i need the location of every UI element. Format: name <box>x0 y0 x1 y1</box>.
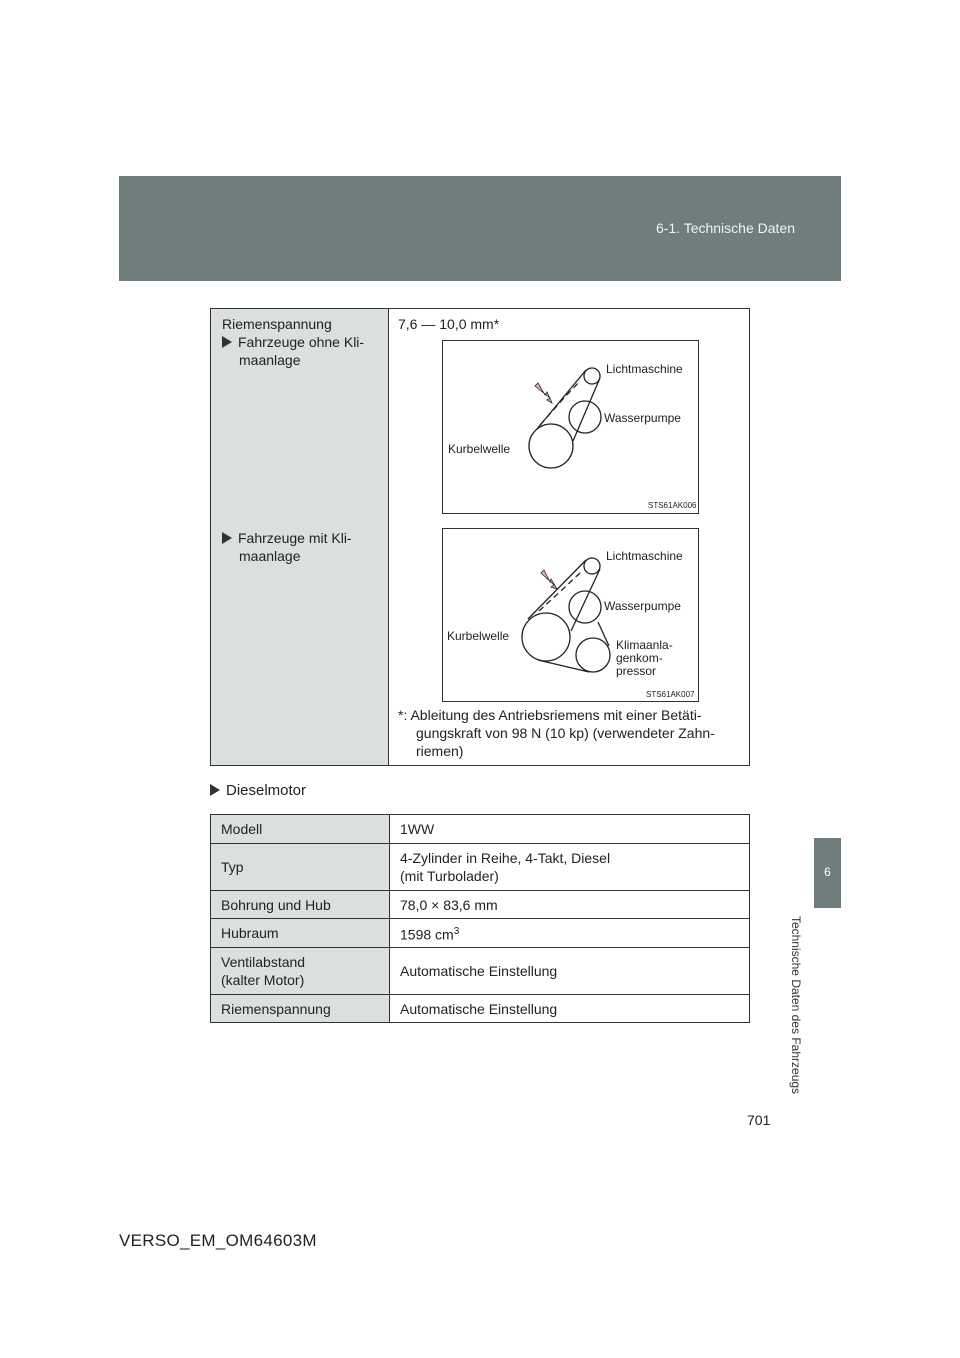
fig1-label-waterpump: Wasserpumpe <box>604 411 681 425</box>
table-row <box>211 995 750 1023</box>
fig2-label-waterpump: Wasserpumpe <box>604 599 681 613</box>
footnote-line2: gungskraft von 98 N (10 kp) (verwendeter Zahn- <box>416 725 715 741</box>
diesel-heading: Dieselmotor <box>210 782 306 799</box>
triangle-bullet-icon <box>222 336 232 348</box>
spec-key: Bohrung und Hub <box>211 891 390 919</box>
triangle-bullet-icon <box>210 784 220 796</box>
table-row <box>211 844 750 891</box>
chapter-header <box>119 176 841 281</box>
option-with-ac: Fahrzeuge mit Kli- <box>222 529 352 547</box>
table-row <box>211 815 750 844</box>
diesel-spec-table <box>210 814 750 1023</box>
spec-value: 1598 $cm^3$ <box>390 919 750 948</box>
spec-key: Ventilabstand (kalter Motor) <box>211 948 390 995</box>
belt-tension-label: Riemenspannung <box>222 316 332 332</box>
document-code: VERSO_EM_OM64603M <box>119 1231 317 1250</box>
fig1-label-crankshaft: Kurbelwelle <box>448 442 511 456</box>
table-row <box>211 891 750 919</box>
option-without-ac-cont: maanlage <box>239 352 301 368</box>
belt-tension-value: 7,6 — 10,0 mm* <box>398 316 500 332</box>
belt-diagram-with-ac <box>442 528 699 702</box>
option-with-ac-cont: maanlage <box>239 548 301 564</box>
chapter-title: 6-1. Technische Daten <box>655 220 795 236</box>
option-without-ac: Fahrzeuge ohne Kli- <box>222 333 364 351</box>
belt-tension-table <box>210 308 750 766</box>
page-number: 701 <box>747 1112 771 1128</box>
fig1-label-alternator: Lichtmaschine <box>606 362 683 376</box>
footnote-line3: riemen) <box>416 743 464 759</box>
fig2-label-alternator: Lichtmaschine <box>606 549 683 563</box>
footnote-line1: *: Ableitung des Antriebsriemens mit einer Betäti- <box>398 707 702 723</box>
belt-tension-value-cell <box>389 309 749 765</box>
fig2-label-crankshaft: Kurbelwelle <box>447 629 510 643</box>
fig1-code: STS61AK006 <box>648 501 697 510</box>
spec-value: 1WW <box>390 815 750 844</box>
side-tab-label: Technische Daten des Fahrzeugs <box>789 915 803 1095</box>
table-row <box>211 948 750 995</box>
fig2-code: STS61AK007 <box>646 690 695 699</box>
spec-key: Typ <box>211 844 390 891</box>
spec-key: Modell <box>211 815 390 844</box>
spec-value: 78,0 × 83,6 mm <box>390 891 750 919</box>
belt-diagram-without-ac <box>442 340 699 514</box>
spec-value: Automatische Einstellung <box>390 948 750 995</box>
spec-value: Automatische Einstellung <box>390 995 750 1023</box>
side-tab <box>814 838 841 908</box>
triangle-bullet-icon <box>222 532 232 544</box>
spec-value: 4-Zylinder in Reihe, 4-Takt, Diesel (mit Turbolader) <box>390 844 750 891</box>
side-tab-number: 6 <box>824 865 831 879</box>
spec-key: Riemenspannung <box>211 995 390 1023</box>
fig2-label-compressor: Klimaanla- genkom- pressor <box>616 638 673 678</box>
table-row <box>211 919 750 948</box>
spec-key: Hubraum <box>211 919 390 948</box>
belt-tension-label-cell <box>211 309 389 765</box>
side-tab-label-box <box>786 910 806 1100</box>
